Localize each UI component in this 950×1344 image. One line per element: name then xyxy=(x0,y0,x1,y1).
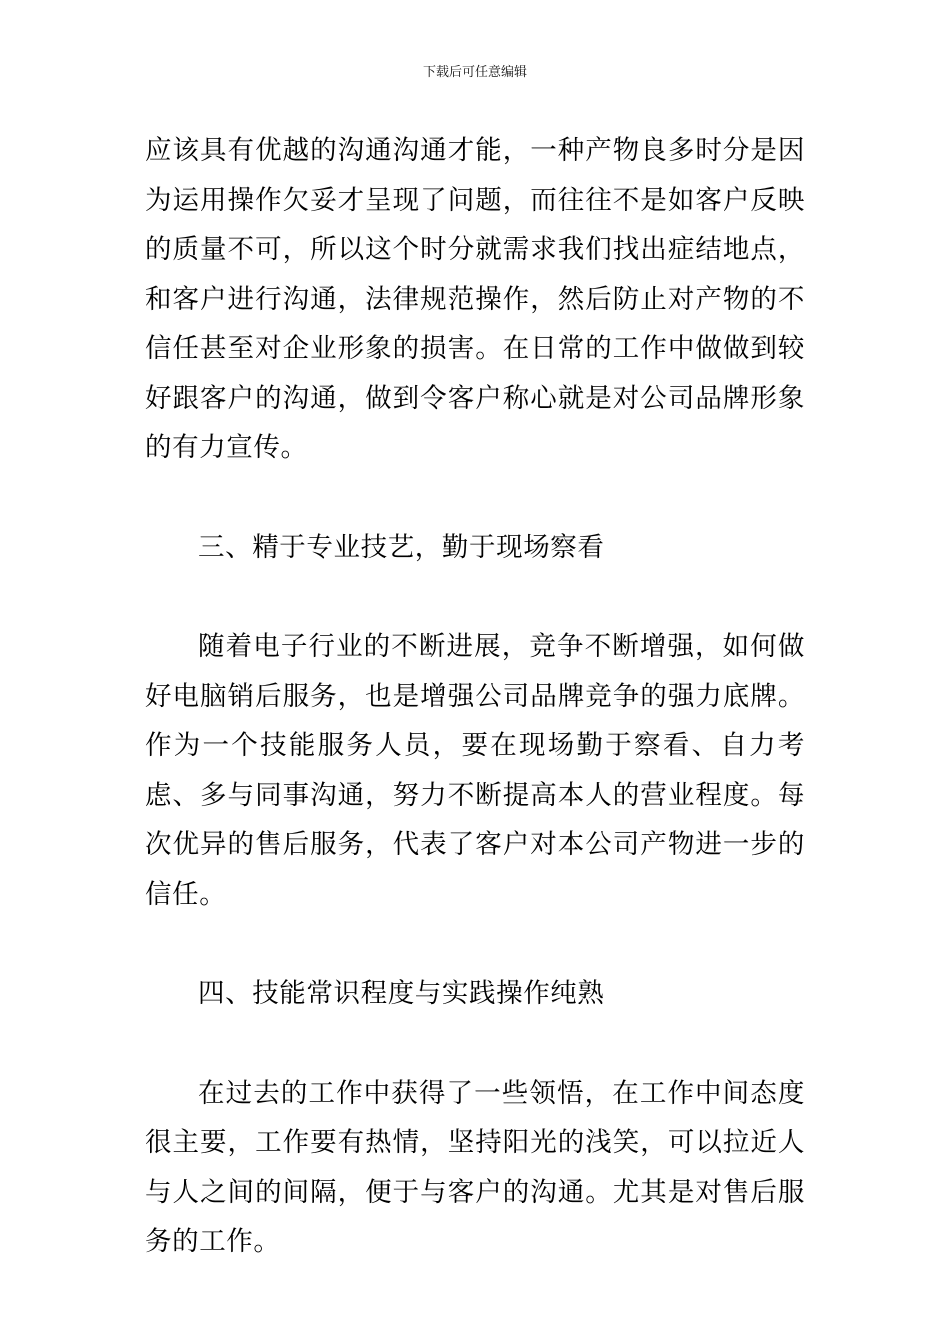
paragraph-gap xyxy=(145,919,805,969)
paragraph-customer-communication: 应该具有优越的沟通沟通才能，一种产物良多时分是因为运用操作欠妥才呈现了问题，而往往不是如客户反映的质量不可，所以这个时分就需求我们找出症结地点，和客户进行沟通，法律规范操作，然后防止对产物的不信任甚至对企业形象的损害。在日常的工作中做做到较好跟客户的沟通，做到令客户称心就是对公司品牌形象的有力宣传。 xyxy=(145,135,805,463)
paragraph-work-attitude: 在过去的工作中获得了一些领悟，在工作中间态度很主要，工作要有热情，坚持阳光的浅笑，可以拉近人与人之间的间隔，便于与客户的沟通。尤其是对售后服务的工作。 xyxy=(145,1077,805,1257)
paragraph-gap xyxy=(145,473,805,523)
page-header: 下载后可任意编辑 xyxy=(422,65,527,80)
paragraph-gap xyxy=(145,1019,805,1069)
paragraph-onsite-observation: 随着电子行业的不断进展，竞争不断增强，如何做好电脑销后服务，也是增强公司品牌竞争的强力底牌。作为一个技能服务人员，要在现场勤于察看、自力考虑、多与同事沟通，努力不断提高本人的营业程度。每次优异的售后服务，代表了客户对本公司产物进一步的信任。 xyxy=(145,631,805,910)
document-body xyxy=(145,126,805,1267)
section-heading-3: 三、精于专业技艺，勤于现场察看 xyxy=(198,531,605,563)
paragraph-gap xyxy=(145,572,805,622)
section-heading-4: 四、技能常识程度与实践操作纯熟 xyxy=(198,978,605,1009)
